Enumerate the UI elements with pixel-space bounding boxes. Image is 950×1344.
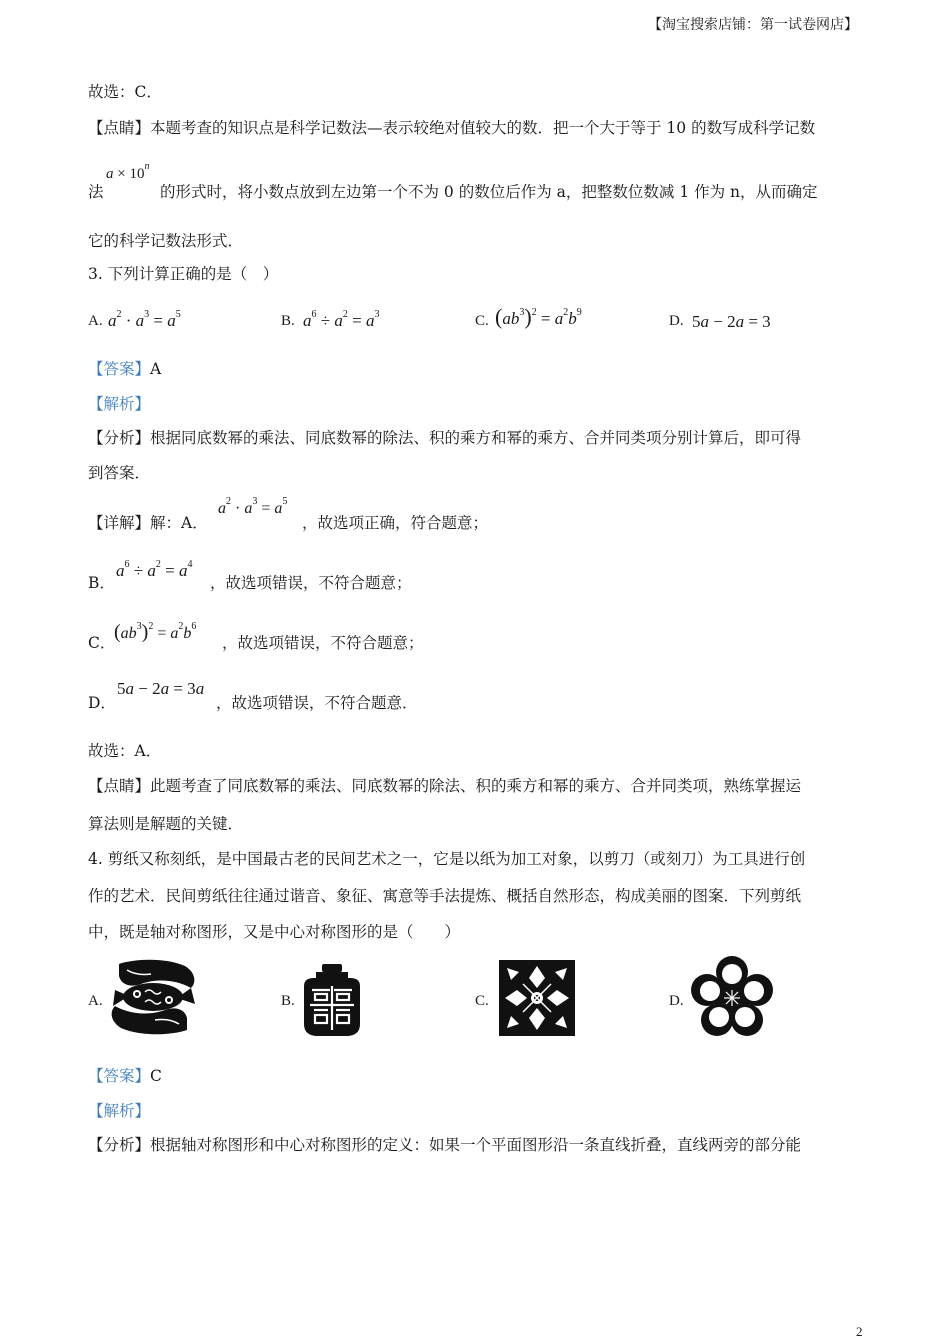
q3-detail-d-text: ，故选项错误，不符合题意． [216, 694, 418, 712]
q2-tip-line2-prefix: 法 [88, 183, 104, 201]
q4-stem-line3: 中，既是轴对称图形，又是中心对称图形的是（ ） [88, 923, 461, 941]
q3-detail-a-expr: $a^2 \cdot a^3 = a^5$ [218, 496, 288, 517]
q4-option-a-label: A. [88, 993, 103, 1009]
q3-detail-c-expr: $(ab^3)^2 = a^2b^6$ [114, 621, 197, 643]
q4-fenxi-line1: 【分析】根据轴对称图形和中心对称图形的定义：如果一个平面图形沿一条直线折叠，直线两旁的部分能 [88, 1136, 802, 1154]
q4-option-c-label: C. [475, 993, 489, 1009]
q3-detail-c-label: C． [88, 634, 116, 652]
q2-tip-line1: 【点睛】本题考查的知识点是科学记数法—表示较绝对值较大的数．把一个大于等于 10 的数写成科学记数 [88, 119, 816, 137]
shop-header: 【淘宝搜索店铺：第一试卷网店】 [648, 17, 858, 33]
q3-option-a-expr: $a^2 \cdot a^3 = a^5$ [108, 309, 181, 330]
answer-tag: 【答案】 [88, 360, 151, 378]
q3-detail-b-expr: $a^6 \div a^2 = a^4$ [116, 559, 193, 580]
q3-detail-b-text: ，故选项错误，不符合题意； [210, 574, 412, 592]
fish-papercut-icon [107, 958, 199, 1040]
q3-option-c-expr: $(ab^3)^2 = a^2b^9$ [495, 304, 582, 329]
page-number: 2 [856, 1324, 863, 1339]
q4-answer-line [88, 1066, 162, 1086]
q3-option-d-expr: 5a − 2a = 3 [692, 312, 771, 331]
q3-option-c-label: C. [475, 313, 489, 329]
q3-option-d-label: D. [669, 313, 684, 329]
q4-stem-line2: 作的艺术．民间剪纸往往通过谐音、象征、寓意等手法提炼、概括自然形态，构成美丽的图案．下列剪纸 [88, 887, 802, 905]
q3-detail-b-label: B． [88, 574, 115, 592]
q3-stem: 3. 下列计算正确的是（ ） [88, 265, 279, 283]
square-flower-papercut-icon [497, 958, 577, 1042]
q3-analysis-tag: 【解析】 [88, 395, 151, 413]
q3-choice: 故选：A． [88, 742, 162, 760]
q3-answer: A [150, 360, 162, 378]
q3-detail-c-text: ，故选项错误，不符合题意； [222, 634, 424, 652]
q4-option-d-label: D. [669, 993, 684, 1009]
q4-option-b-label: B. [281, 993, 295, 1009]
q2-formula: $a \times 10^n$ [106, 161, 150, 182]
double-happiness-papercut-icon [300, 962, 364, 1042]
q4-stem-line1: 4. 剪纸又称刻纸，是中国最古老的民间艺术之一，它是以纸为加工对象，以剪刀（或刻刀）为工具进行创 [88, 850, 806, 868]
q3-detail-d-label: D． [88, 694, 116, 712]
q4-analysis-tag: 【解析】 [88, 1102, 151, 1120]
answer-tag: 【答案】 [88, 1067, 151, 1085]
q3-fenxi-line1: 【分析】根据同底数幂的乘法、同底数幂的除法、积的乘方和幂的乘方、合并同类项分别计算后，即可得 [88, 429, 802, 447]
q4-answer: C [150, 1067, 162, 1085]
q2-choice: 故选：C． [88, 83, 162, 101]
q2-tip-line3: 它的科学记数法形式． [88, 232, 244, 250]
q3-tip-line2: 算法则是解题的关键． [88, 815, 244, 833]
q3-option-b-expr: $a^6 \div a^2 = a^3$ [303, 309, 380, 330]
plum-blossom-papercut-icon [690, 956, 774, 1044]
q3-fenxi-line2: 到答案． [88, 464, 151, 482]
q3-detail-a-text: ，故选项正确，符合题意； [302, 514, 489, 532]
q3-answer-line [88, 359, 161, 379]
q3-option-b-label: B. [281, 313, 295, 329]
q3-option-a-label: A. [88, 313, 103, 329]
q3-detail-prefix: 【详解】解：A． [88, 514, 208, 532]
q3-tip-line1: 【点睛】此题考查了同底数幂的乘法、同底数幂的除法、积的乘方和幂的乘方、合并同类项，熟练掌握运 [88, 777, 802, 795]
q2-tip-line2: 的形式时，将小数点放到左边第一个不为 0 的数位后作为 a，把整数位数减 1 作为 n，从而确定 [160, 183, 818, 201]
q3-detail-d-expr: 5a − 2a = 3a [117, 679, 205, 698]
